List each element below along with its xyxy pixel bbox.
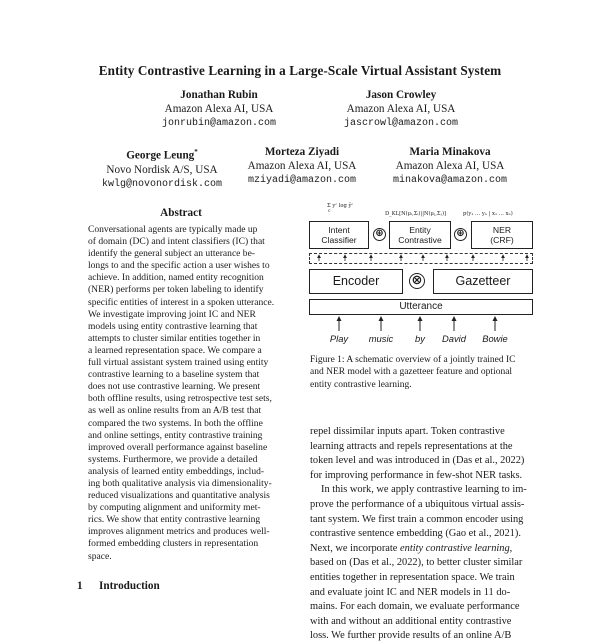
author-affiliation: Amazon Alexa AI, USA xyxy=(164,103,274,116)
gazetteer-box: Gazetteer xyxy=(433,269,533,294)
body-line: In this work, we apply contrastive learning to im- xyxy=(321,484,527,496)
abstract-line: Conversational agents are typically made up xyxy=(88,224,258,235)
body-line xyxy=(310,542,532,557)
paper-title: Entity Contrastive Learning in a Large-Scale Virtual Assistant System xyxy=(98,63,502,78)
token-by: by xyxy=(415,333,425,344)
abstract-line: models using entity contrastive learning that xyxy=(88,320,258,332)
abstract-line: and online settings, entity contrastive training xyxy=(88,429,263,441)
abstract-line: (NER) performs per token labeling to identify xyxy=(88,284,264,296)
abstract-line: of domain (DC) and intent classifiers (IC) that xyxy=(88,236,265,248)
caption-line: and NER model with a gazetteer feature and optional xyxy=(310,367,513,378)
author-affiliation: Novo Nordisk A/S, USA xyxy=(106,164,218,177)
abstract-line: a learned representation space. We compare a xyxy=(88,344,262,356)
contextual-embedding-band xyxy=(309,253,533,264)
token-play: Play xyxy=(329,333,349,344)
section-heading-introduction xyxy=(77,580,160,592)
abstract-line: contrastive learning to a baseline system that xyxy=(88,369,260,381)
plus-operator-icon: ⊕ xyxy=(454,228,467,241)
body-line: entities together in representation space. We train xyxy=(310,571,515,583)
author-email[interactable]: jascrowl@amazon.com xyxy=(343,117,459,129)
abstract-line: full virtual assistant system trained using entity xyxy=(88,357,269,369)
abstract-line: rics. We show that entity contrastive learning xyxy=(88,514,261,526)
body-line: learning attracts and repels representations at the xyxy=(310,440,513,452)
body-line: repel dissimilar inputs apart. Token contrastive xyxy=(310,426,505,437)
intent-line-2: Classifier xyxy=(321,235,357,245)
token-david: David xyxy=(442,333,466,344)
author-affiliation: Amazon Alexa AI, USA xyxy=(247,160,357,173)
ner-line-2: (CRF) xyxy=(490,235,514,245)
body-line: mains. For each domain, we evaluate performance xyxy=(310,601,520,613)
abstract-line: compared the two systems. In both the offline xyxy=(88,417,263,429)
abstract-line: longs to and the specific action a user wishes to xyxy=(88,260,270,272)
entity-loss-formula: D_KL[N(μᵢ,Σᵢ)||N(μⱼ,Σⱼ)] xyxy=(385,211,446,217)
entity-line-2: Contrastive xyxy=(398,235,442,245)
body-line: with and without an additional entity contrastive xyxy=(310,615,512,627)
caption-line: entity contrastive learning. xyxy=(310,379,412,390)
abstract-line: reduced visualizations and quantitative analysis xyxy=(88,490,270,502)
ner-loss-formula: p(y₁ … yₙ | x₁ … xₙ) xyxy=(463,211,513,217)
author-name: Maria Minakova xyxy=(409,146,491,158)
figure-1-diagram xyxy=(305,197,537,347)
abstract-line: does not use contrastive learning. We present xyxy=(88,381,261,393)
section-number: 1 xyxy=(77,580,83,592)
abstract-line: improved overall performance against baseline xyxy=(88,441,268,453)
plus-operator-icon: ⊕ xyxy=(373,228,386,241)
author-footnote-mark: * xyxy=(194,148,198,156)
author-name: Morteza Ziyadi xyxy=(264,146,340,158)
author-affiliation: Amazon Alexa AI, USA xyxy=(346,103,456,116)
body-line: token level and was introduced in (Das et al., 2022) xyxy=(310,455,525,467)
body-line: tant system. We first train a common encoder using xyxy=(310,513,524,525)
entity-line-1: Entity xyxy=(409,224,431,235)
figure-1-caption xyxy=(310,354,532,391)
author-email[interactable]: jonrubin@amazon.com xyxy=(161,117,277,129)
body-text: , xyxy=(509,542,513,554)
abstract-line: formed embedding clusters in representation xyxy=(88,538,259,550)
abstract-heading: Abstract xyxy=(160,207,202,219)
author-email[interactable]: minakova@amazon.com xyxy=(392,174,508,186)
author-block-5 xyxy=(350,145,550,188)
abstract-line: We investigate improving joint IC and NER xyxy=(88,308,256,320)
body-line: based on (Das et al., 2022), to better cluster similar xyxy=(310,557,523,569)
emphasis-text: entity contrastive learning xyxy=(400,542,510,554)
token-music: music xyxy=(368,333,394,344)
abstract-line: attempts to cluster similar entities together in xyxy=(88,332,261,344)
abstract-line: identify the general subject an utterance be- xyxy=(88,248,255,260)
abstract-body xyxy=(88,224,274,563)
abstract-line: analysis of learned entity embeddings, includ- xyxy=(88,465,265,477)
abstract-line: specific entities of interest in a spoken utterance. xyxy=(88,296,275,308)
abstract-line: achieve. In addition, named entity recognition xyxy=(88,272,264,284)
author-email[interactable]: mziyadi@amazon.com xyxy=(247,174,357,186)
author-email[interactable]: kwlg@novonordisk.com xyxy=(101,178,223,190)
intent-loss-formula xyxy=(327,203,354,214)
author-block-2 xyxy=(301,88,501,131)
entity-contrastive-box xyxy=(389,221,451,249)
abstract-line: improves alignment metrics and produces well- xyxy=(88,526,270,538)
body-line: and evaluate joint IC and NER models in 11 do- xyxy=(310,586,511,598)
body-text: Next, we incorporate xyxy=(310,542,401,554)
section-title: Introduction xyxy=(99,580,160,592)
body-line: loss. We further provide results of an online A/B xyxy=(310,630,512,642)
abstract-line: both offline results, using retrospective test sets, xyxy=(88,393,272,405)
utterance-box: Utterance xyxy=(309,299,533,315)
abstract-line: ing both qualitative analysis via dimensionality- xyxy=(88,477,272,489)
ner-line-1: NER xyxy=(492,224,512,235)
intent-formula-sub: c xyxy=(328,209,331,214)
ner-crf-box xyxy=(471,221,533,249)
abstract-line: by computing alignment and uniformity met- xyxy=(88,502,261,514)
intent-line-1: Intent xyxy=(328,224,350,235)
abstract-line: as well as online results from an A/B test that xyxy=(88,405,262,417)
abstract-line: systems. Furthermore, we provide a detailed xyxy=(88,453,258,465)
author-name: George Leung* xyxy=(126,148,198,162)
body-line: contrastive sentence embedding (Gao et al., 2021). xyxy=(310,528,521,540)
body-line: for improving performance in few-shot NER tasks. xyxy=(310,469,523,481)
times-operator-icon: ⊗ xyxy=(409,273,425,289)
author-name: Jason Crowley xyxy=(365,89,437,101)
author-affiliation: Amazon Alexa AI, USA xyxy=(395,160,505,173)
intent-classifier-box xyxy=(309,221,369,249)
encoder-box: Encoder xyxy=(309,269,403,294)
body-line: prove the performance of a ubiquitous virtual assis- xyxy=(310,498,525,510)
body-text-right xyxy=(310,425,532,644)
abstract-line: space. xyxy=(88,550,112,562)
intent-formula-text: Σ yᶜ log ŷᶜ xyxy=(327,203,354,209)
token-bowie: Bowie xyxy=(482,333,508,344)
caption-line: Figure 1: A schematic overview of a jointly trained IC xyxy=(310,355,516,365)
author-block-1 xyxy=(119,88,319,131)
author-name: Jonathan Rubin xyxy=(180,89,258,101)
